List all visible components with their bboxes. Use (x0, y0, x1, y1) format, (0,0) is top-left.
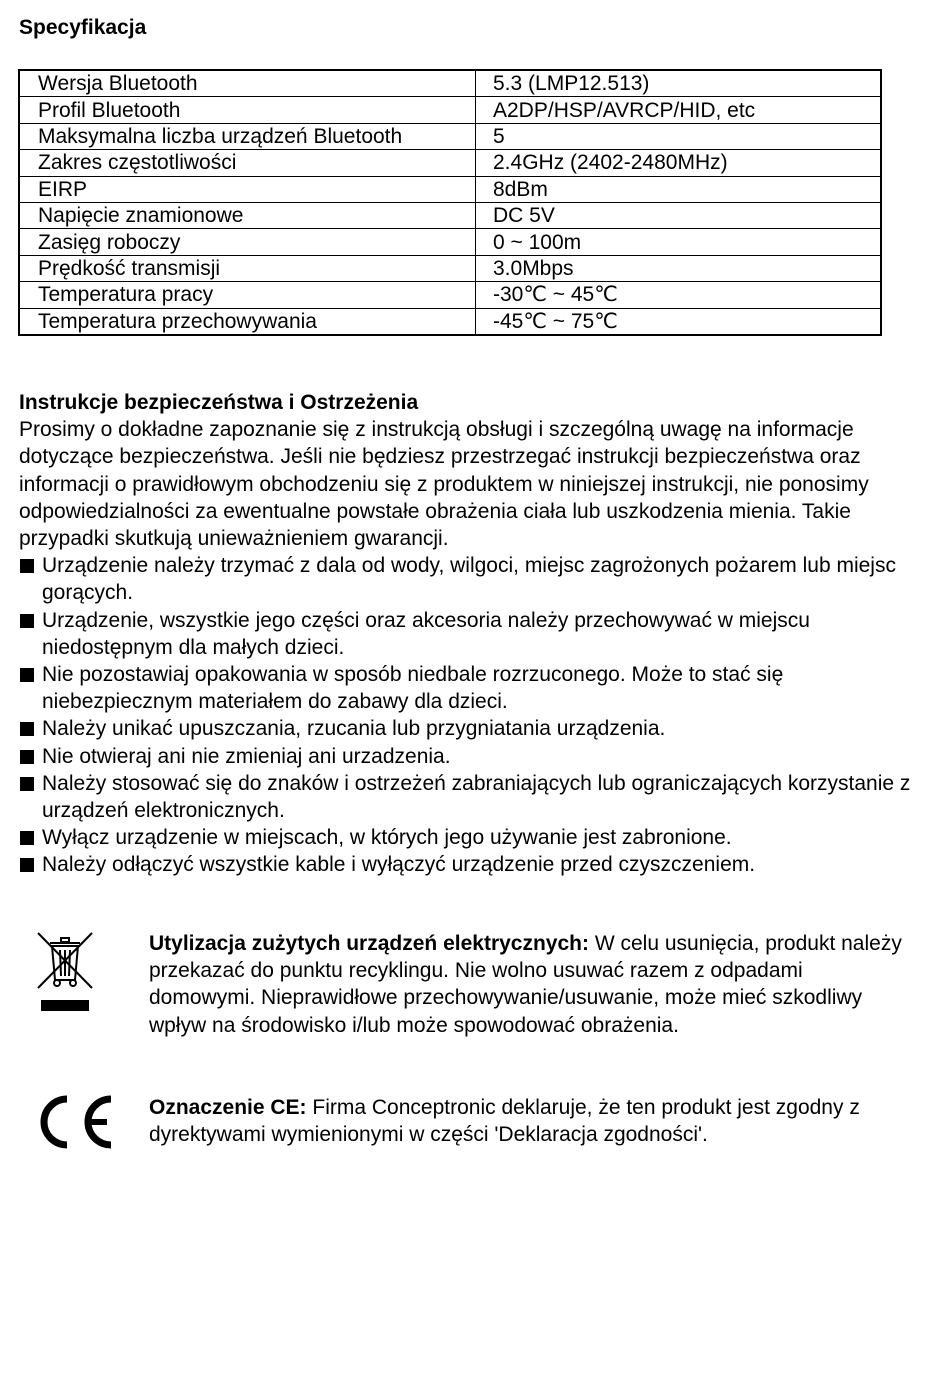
table-row (19, 308, 881, 335)
safety-intro: Prosimy o dokładne zapoznanie się z instrukcją obsługi i szczególną uwagę na informacje dotyczące bezpieczeństwa. Jeśli nie będziesz przestrzegać instrukcji bezpieczeństwa oraz informacji o prawidłowym obchodzeniu się z produktem w niniejszej instrukcji, nie ponosimy odpowiedzialności za ewentualne powstałe obrażenia ciała lub uszkodzenia mienia. Takie przypadki skutkują unieważnieniem gwarancji. (19, 418, 869, 551)
bullet-text: Urządzenie, wszystkie jego części oraz akcesoria należy przechowywać w miejscu niedostępnym dla małych dzieci. (42, 608, 810, 659)
bullet-square-icon (20, 668, 34, 682)
weee-label: Utylizacja zużytych urządzeń elektrycznych: (149, 932, 589, 955)
table-row (19, 282, 881, 308)
table-row (19, 255, 881, 281)
bullet-square-icon (20, 559, 34, 573)
safety-bullet-list (19, 552, 919, 878)
list-item (19, 661, 919, 715)
list-item (19, 824, 919, 851)
table-row (19, 176, 881, 202)
spec-label: Zasięg roboczy (19, 229, 476, 255)
spec-value: 2.4GHz (2402-2480MHz) (476, 150, 882, 176)
spec-value: 0 ~ 100m (476, 229, 882, 255)
crossed-bin-icon (34, 930, 96, 1014)
spec-heading: Specyfikacja (19, 16, 147, 39)
bullet-square-icon (20, 777, 34, 791)
ce-mark-icon (35, 1093, 115, 1151)
bullet-square-icon (20, 722, 34, 736)
safety-section (19, 389, 919, 879)
bullet-square-icon (20, 858, 34, 872)
spec-value: -30℃ ~ 45℃ (476, 282, 882, 308)
bullet-text: Nie pozostawiaj opakowania w sposób niedbale rozrzuconego. Może to stać się niebezpiecznym materiałem do zabawy dla dzieci. (42, 663, 784, 714)
spec-value: 5.3 (LMP12.513) (476, 70, 882, 97)
spec-value: -45℃ ~ 75℃ (476, 308, 882, 335)
ce-text: Firma Conceptronic deklaruje, że ten produkt jest zgodny z dyrektywami wymienionymi w części 'Deklaracja zgodności'. (149, 1096, 860, 1147)
bullet-text: Należy odłączyć wszystkie kable i wyłączyć urządzenie przed czyszczeniem. (42, 853, 756, 877)
spec-value: 3.0Mbps (476, 255, 882, 281)
spec-value: A2DP/HSP/AVRCP/HID, etc (476, 97, 882, 123)
spec-label: EIRP (19, 176, 476, 202)
list-item (19, 607, 919, 661)
bullet-square-icon (20, 614, 34, 628)
weee-note (149, 930, 909, 1039)
spec-value: 5 (476, 123, 882, 149)
bullet-text: Nie otwieraj ani nie zmieniaj ani urzadzenia. (42, 744, 451, 768)
list-item (19, 851, 919, 878)
ce-label: Oznaczenie CE: (149, 1096, 307, 1119)
table-row (19, 123, 881, 149)
bullet-square-icon (20, 831, 34, 845)
list-item (19, 715, 919, 742)
bullet-text: Wyłącz urządzenie w miejscach, w których jego używanie jest zabronione. (42, 826, 732, 850)
table-row (19, 97, 881, 123)
list-item (19, 743, 919, 770)
list-item (19, 770, 919, 824)
bullet-square-icon (20, 750, 34, 764)
bullet-text: Należy stosować się do znaków i ostrzeżeń zabraniających lub ograniczających korzystanie z urządzeń elektronicznych. (42, 771, 911, 823)
spec-label: Profil Bluetooth (19, 97, 476, 123)
table-row (19, 150, 881, 176)
bullet-text: Należy unikać upuszczania, rzucania lub przygniatania urządzenia. (42, 717, 666, 741)
list-item (19, 552, 919, 606)
table-row (19, 229, 881, 255)
spec-label: Prędkość transmisji (19, 255, 476, 281)
spec-value: 8dBm (476, 176, 882, 202)
safety-title: Instrukcje bezpieczeństwa i Ostrzeżenia (19, 391, 419, 414)
spec-table (18, 69, 882, 336)
spec-label: Maksymalna liczba urządzeń Bluetooth (19, 123, 476, 149)
spec-label: Wersja Bluetooth (19, 70, 476, 97)
spec-value: DC 5V (476, 202, 882, 228)
weee-text: W celu usunięcia, produkt należy przekazać do punktu recyklingu. Nie wolno usuwać razem z odpadami domowymi. Nieprawidłowe przechowywanie/usuwanie, może mieć szkodliwy wpływ na środowisko i/lub może spowodować obrażenia. (149, 932, 902, 1037)
table-row (19, 70, 881, 97)
table-row (19, 202, 881, 228)
spec-label: Zakres częstotliwości (19, 150, 476, 176)
spec-label: Temperatura przechowywania (19, 308, 476, 335)
bullet-text: Urządzenie należy trzymać z dala od wody, wilgoci, miejsc zagrożonych pożarem lub miejsc gorących. (42, 554, 896, 605)
ce-note (149, 1094, 909, 1148)
spec-label: Napięcie znamionowe (19, 202, 476, 228)
spec-label: Temperatura pracy (19, 282, 476, 308)
